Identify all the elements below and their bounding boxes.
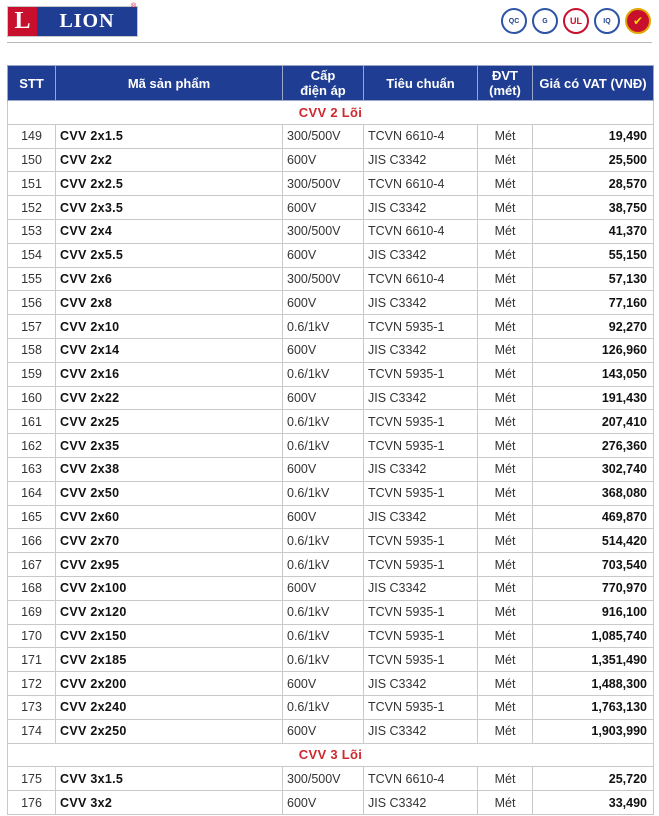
- cell-price: 33,490: [533, 791, 654, 815]
- cell-product-code: CVV 2x10: [56, 315, 283, 339]
- cell-unit: Mét: [478, 576, 533, 600]
- cell-stt: 176: [8, 791, 56, 815]
- cell-standard: TCVN 6610-4: [364, 767, 478, 791]
- cell-voltage: 600V: [283, 457, 364, 481]
- cell-standard: TCVN 5935-1: [364, 529, 478, 553]
- cell-voltage: 0.6/1kV: [283, 410, 364, 434]
- price-table-container: [7, 65, 653, 815]
- cell-price: 92,270: [533, 315, 654, 339]
- cell-stt: 172: [8, 672, 56, 696]
- cell-standard: JIS C3342: [364, 719, 478, 743]
- header-unit-line1: ĐVT: [492, 68, 518, 83]
- cell-price: 207,410: [533, 410, 654, 434]
- cell-voltage: 600V: [283, 338, 364, 362]
- cell-unit: Mét: [478, 457, 533, 481]
- cell-unit: Mét: [478, 719, 533, 743]
- cell-unit: Mét: [478, 648, 533, 672]
- cell-voltage: 0.6/1kV: [283, 553, 364, 577]
- cell-standard: TCVN 5935-1: [364, 481, 478, 505]
- cell-product-code: CVV 2x16: [56, 362, 283, 386]
- cell-standard: JIS C3342: [364, 291, 478, 315]
- cell-unit: Mét: [478, 600, 533, 624]
- cell-voltage: 0.6/1kV: [283, 648, 364, 672]
- table-row: [8, 267, 654, 291]
- cell-unit: Mét: [478, 505, 533, 529]
- cell-stt: 155: [8, 267, 56, 291]
- cell-price: 38,750: [533, 196, 654, 220]
- cell-voltage: 600V: [283, 505, 364, 529]
- cell-product-code: CVV 2x60: [56, 505, 283, 529]
- cell-unit: Mét: [478, 624, 533, 648]
- table-row: [8, 291, 654, 315]
- cell-voltage: 600V: [283, 196, 364, 220]
- cell-price: 126,960: [533, 338, 654, 362]
- table-row: [8, 791, 654, 815]
- cell-product-code: CVV 2x200: [56, 672, 283, 696]
- cell-unit: Mét: [478, 434, 533, 458]
- cell-price: 55,150: [533, 243, 654, 267]
- cell-unit: Mét: [478, 291, 533, 315]
- cell-product-code: CVV 2x70: [56, 529, 283, 553]
- table-row: [8, 148, 654, 172]
- cell-standard: TCVN 6610-4: [364, 267, 478, 291]
- cell-unit: Mét: [478, 148, 533, 172]
- cell-unit: Mét: [478, 386, 533, 410]
- group-header-row: [8, 743, 654, 767]
- cell-price: 28,570: [533, 172, 654, 196]
- cell-product-code: CVV 2x250: [56, 719, 283, 743]
- registered-mark: ®: [131, 3, 137, 10]
- cell-unit: Mét: [478, 410, 533, 434]
- header-unit: [478, 66, 533, 101]
- header-voltage: [283, 66, 364, 101]
- cell-price: 25,500: [533, 148, 654, 172]
- cell-stt: 161: [8, 410, 56, 434]
- cell-unit: Mét: [478, 267, 533, 291]
- table-row: [8, 576, 654, 600]
- cell-standard: JIS C3342: [364, 148, 478, 172]
- cell-voltage: 600V: [283, 791, 364, 815]
- table-row: [8, 553, 654, 577]
- logo-text: LION: [37, 7, 137, 36]
- table-row: [8, 624, 654, 648]
- cell-product-code: CVV 2x2: [56, 148, 283, 172]
- cell-product-code: CVV 2x2.5: [56, 172, 283, 196]
- cell-standard: TCVN 5935-1: [364, 695, 478, 719]
- cell-standard: TCVN 5935-1: [364, 624, 478, 648]
- cell-stt: 153: [8, 219, 56, 243]
- cell-price: 703,540: [533, 553, 654, 577]
- cell-voltage: 300/500V: [283, 767, 364, 791]
- cell-unit: Mét: [478, 791, 533, 815]
- group-header-row: [8, 101, 654, 125]
- cell-standard: TCVN 6610-4: [364, 219, 478, 243]
- cell-price: 57,130: [533, 267, 654, 291]
- cell-standard: TCVN 6610-4: [364, 172, 478, 196]
- cell-product-code: CVV 2x5.5: [56, 243, 283, 267]
- cell-standard: TCVN 5935-1: [364, 315, 478, 339]
- header-standard: Tiêu chuẩn: [364, 66, 478, 101]
- cell-price: 302,740: [533, 457, 654, 481]
- table-row: [8, 434, 654, 458]
- cell-stt: 154: [8, 243, 56, 267]
- cell-unit: Mét: [478, 767, 533, 791]
- cell-voltage: 300/500V: [283, 267, 364, 291]
- cell-stt: 159: [8, 362, 56, 386]
- table-row: [8, 124, 654, 148]
- cell-voltage: 0.6/1kV: [283, 434, 364, 458]
- cell-stt: 171: [8, 648, 56, 672]
- table-row: [8, 410, 654, 434]
- cell-price: 19,490: [533, 124, 654, 148]
- cell-voltage: 0.6/1kV: [283, 481, 364, 505]
- table-row: [8, 505, 654, 529]
- table-row: [8, 362, 654, 386]
- cell-unit: Mét: [478, 315, 533, 339]
- cell-stt: 167: [8, 553, 56, 577]
- cell-price: 1,763,130: [533, 695, 654, 719]
- table-row: [8, 196, 654, 220]
- cell-price: 469,870: [533, 505, 654, 529]
- cell-voltage: 600V: [283, 291, 364, 315]
- cell-stt: 151: [8, 172, 56, 196]
- cell-stt: 150: [8, 148, 56, 172]
- cell-stt: 168: [8, 576, 56, 600]
- cell-standard: JIS C3342: [364, 196, 478, 220]
- cell-voltage: 0.6/1kV: [283, 529, 364, 553]
- cell-stt: 152: [8, 196, 56, 220]
- cell-voltage: 600V: [283, 148, 364, 172]
- header-divider: [7, 42, 652, 43]
- cell-voltage: 0.6/1kV: [283, 600, 364, 624]
- header-unit-line2: (mét): [489, 83, 521, 98]
- table-row: [8, 338, 654, 362]
- cell-product-code: CVV 2x6: [56, 267, 283, 291]
- cell-product-code: CVV 2x240: [56, 695, 283, 719]
- cell-stt: 170: [8, 624, 56, 648]
- cell-voltage: 0.6/1kV: [283, 624, 364, 648]
- table-row: [8, 457, 654, 481]
- cell-standard: JIS C3342: [364, 791, 478, 815]
- cell-standard: TCVN 5935-1: [364, 434, 478, 458]
- cell-product-code: CVV 2x3.5: [56, 196, 283, 220]
- cell-product-code: CVV 2x14: [56, 338, 283, 362]
- cell-unit: Mét: [478, 124, 533, 148]
- g-certification-icon: G: [532, 8, 558, 34]
- table-row: [8, 172, 654, 196]
- header-product-code: Mã sản phẩm: [56, 66, 283, 101]
- cell-stt: 163: [8, 457, 56, 481]
- cell-unit: Mét: [478, 219, 533, 243]
- cell-product-code: CVV 2x8: [56, 291, 283, 315]
- cell-stt: 149: [8, 124, 56, 148]
- header-stt: STT: [8, 66, 56, 101]
- cell-price: 1,903,990: [533, 719, 654, 743]
- cell-standard: TCVN 5935-1: [364, 648, 478, 672]
- ul-certification-icon: UL: [563, 8, 589, 34]
- cell-unit: Mét: [478, 695, 533, 719]
- header-price: Giá có VAT (VNĐ): [533, 66, 654, 101]
- cell-price: 1,488,300: [533, 672, 654, 696]
- cell-standard: JIS C3342: [364, 243, 478, 267]
- cell-voltage: 0.6/1kV: [283, 695, 364, 719]
- cell-unit: Mét: [478, 481, 533, 505]
- cell-product-code: CVV 2x25: [56, 410, 283, 434]
- table-row: [8, 386, 654, 410]
- table-body: [8, 101, 654, 815]
- cell-unit: Mét: [478, 196, 533, 220]
- cell-standard: TCVN 5935-1: [364, 553, 478, 577]
- table-row: [8, 600, 654, 624]
- cell-price: 770,970: [533, 576, 654, 600]
- cell-voltage: 600V: [283, 719, 364, 743]
- cell-price: 41,370: [533, 219, 654, 243]
- cell-voltage: 600V: [283, 243, 364, 267]
- cell-stt: 169: [8, 600, 56, 624]
- cell-voltage: 300/500V: [283, 172, 364, 196]
- cell-standard: TCVN 5935-1: [364, 410, 478, 434]
- cell-price: 77,160: [533, 291, 654, 315]
- cell-product-code: CVV 3x1.5: [56, 767, 283, 791]
- table-row: [8, 481, 654, 505]
- table-row: [8, 243, 654, 267]
- cell-stt: 158: [8, 338, 56, 362]
- cell-stt: 166: [8, 529, 56, 553]
- cell-product-code: CVV 2x150: [56, 624, 283, 648]
- cell-standard: TCVN 6610-4: [364, 124, 478, 148]
- cell-price: 143,050: [533, 362, 654, 386]
- cell-voltage: 0.6/1kV: [283, 362, 364, 386]
- table-row: [8, 648, 654, 672]
- cell-voltage: 0.6/1kV: [283, 315, 364, 339]
- cell-stt: 174: [8, 719, 56, 743]
- cell-price: 25,720: [533, 767, 654, 791]
- cell-product-code: CVV 2x100: [56, 576, 283, 600]
- cell-product-code: CVV 2x38: [56, 457, 283, 481]
- cell-price: 276,360: [533, 434, 654, 458]
- cell-unit: Mét: [478, 338, 533, 362]
- cell-stt: 160: [8, 386, 56, 410]
- header-voltage-line1: Cấp: [310, 68, 336, 83]
- page-header: [0, 0, 659, 44]
- lion-logo: [7, 6, 138, 37]
- cell-unit: Mét: [478, 362, 533, 386]
- table-row: [8, 695, 654, 719]
- cell-stt: 157: [8, 315, 56, 339]
- cell-product-code: CVV 2x22: [56, 386, 283, 410]
- cell-price: 191,430: [533, 386, 654, 410]
- cell-standard: JIS C3342: [364, 505, 478, 529]
- table-row: [8, 315, 654, 339]
- cell-voltage: 600V: [283, 386, 364, 410]
- table-header-row: [8, 66, 654, 101]
- cell-voltage: 600V: [283, 576, 364, 600]
- cell-standard: JIS C3342: [364, 576, 478, 600]
- cell-standard: JIS C3342: [364, 338, 478, 362]
- iq-certification-icon: IQ: [594, 8, 620, 34]
- cell-standard: TCVN 5935-1: [364, 362, 478, 386]
- table-row: [8, 672, 654, 696]
- cell-stt: 173: [8, 695, 56, 719]
- cell-product-code: CVV 2x4: [56, 219, 283, 243]
- cell-product-code: CVV 2x120: [56, 600, 283, 624]
- cell-product-code: CVV 2x50: [56, 481, 283, 505]
- logo-mark: L: [8, 7, 37, 36]
- cell-stt: 156: [8, 291, 56, 315]
- price-table: [7, 65, 654, 815]
- group-title: CVV 3 Lõi: [8, 743, 654, 767]
- cell-price: 368,080: [533, 481, 654, 505]
- cell-standard: JIS C3342: [364, 672, 478, 696]
- cell-product-code: CVV 2x185: [56, 648, 283, 672]
- header-voltage-line2: điện áp: [300, 83, 346, 98]
- cell-stt: 175: [8, 767, 56, 791]
- cell-stt: 164: [8, 481, 56, 505]
- table-row: [8, 767, 654, 791]
- cell-product-code: CVV 3x2: [56, 791, 283, 815]
- cell-product-code: CVV 2x95: [56, 553, 283, 577]
- table-row: [8, 529, 654, 553]
- quality-certification-icon: QC: [501, 8, 527, 34]
- cell-price: 1,351,490: [533, 648, 654, 672]
- cell-voltage: 300/500V: [283, 219, 364, 243]
- cell-unit: Mét: [478, 553, 533, 577]
- cell-unit: Mét: [478, 172, 533, 196]
- table-row: [8, 219, 654, 243]
- cell-stt: 165: [8, 505, 56, 529]
- table-row: [8, 719, 654, 743]
- cell-standard: TCVN 5935-1: [364, 600, 478, 624]
- cell-price: 1,085,740: [533, 624, 654, 648]
- cell-price: 916,100: [533, 600, 654, 624]
- cell-standard: JIS C3342: [364, 386, 478, 410]
- cell-standard: JIS C3342: [364, 457, 478, 481]
- cell-unit: Mét: [478, 529, 533, 553]
- cell-price: 514,420: [533, 529, 654, 553]
- cell-stt: 162: [8, 434, 56, 458]
- certification-badges: [501, 8, 651, 34]
- cell-unit: Mét: [478, 243, 533, 267]
- cell-unit: Mét: [478, 672, 533, 696]
- cell-voltage: 600V: [283, 672, 364, 696]
- cell-product-code: CVV 2x1.5: [56, 124, 283, 148]
- cell-voltage: 300/500V: [283, 124, 364, 148]
- group-title: CVV 2 Lõi: [8, 101, 654, 125]
- viet-quality-icon: ✔: [625, 8, 651, 34]
- cell-product-code: CVV 2x35: [56, 434, 283, 458]
